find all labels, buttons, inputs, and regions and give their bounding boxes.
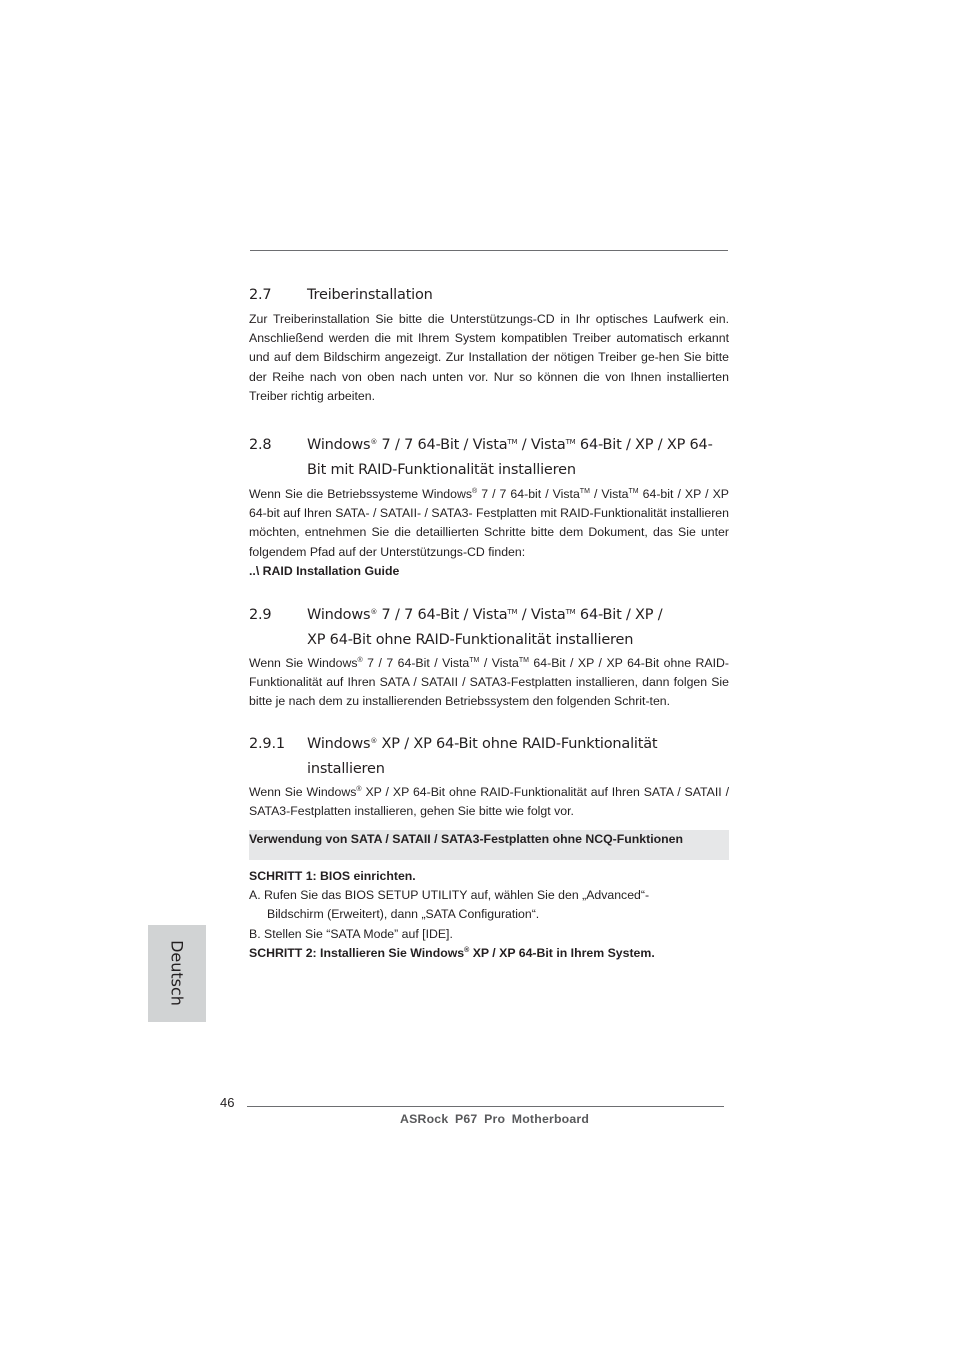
ncq-notice-box: Verwendung von SATA / SATAII / SATA3-Festplatten ohne NCQ-Funktionen [249,830,729,860]
step-1-heading: SCHRITT 1: BIOS einrichten. [249,869,416,884]
section-body-2-9: Wenn Sie Windows® 7 / 7 64-Bit / Vista™ / Vista™ 64-Bit / XP / XP 64-Bit ohne RAID-Funktionalität auf Ihren SATA / SATAII / SATA3-Festplatten installieren, dann folgen Sie bitte je nach dem zu installierenden Betriebssystem den folgenden Schrit-ten. [249,656,730,709]
section-title: Treiberinstallation [307,287,433,303]
section-body-2-8: Wenn Sie die Betriebssysteme Windows® 7 / 7 64-bit / Vista™ / Vista™ 64-bit / XP / XP 64-bit auf Ihren SATA- / SATAII- / SATA3- Festplatten mit RAID-Funktionalität installieren möchten, entnehmen Sie die detaillierten Schritte bitte dem Dokument, das Sie unter folgendem Pfad auf der Unterstützungs-CD finden: [249,487,729,559]
step-2-heading: SCHRITT 2: Installieren Sie Windows® XP / XP 64-Bit in Ihrem System. [249,945,655,960]
page-number: 46 [220,1095,235,1110]
page-content [249,280,729,963]
section-heading-2-9-1: 2.9.1 Windows® XP / XP 64-Bit ohne RAID-Funktionalität installieren [249,732,729,782]
section-body-2-7: Zur Treiberinstallation Sie bitte die Unterstützungs-CD in Ihr optisches Laufwerk ein. Anschließend werden die mit Ihrem System kompatiblen Treiber automatisch erkannt und auf dem Bildschirm angezeigt. Zur Installation der nötigen Treiber ge-hen Sie bitte der Reihe nach von oben nach unten vor. Nur so können die von Ihnen installierten Treiber richtig arbeiten. [249,312,729,403]
section-number: 2.7 [249,287,272,303]
section-heading-2-8: 2.8 Windows® 7 / 7 64-Bit / Vista™ / Vista™ 64-Bit / XP / XP 64- Bit mit RAID-Funktionalität installieren [249,433,729,483]
footer-product: ASRock P67 Pro Motherboard [400,1112,590,1126]
language-tab [148,925,206,1022]
section-number: 2.9.1 [249,735,285,752]
raid-guide-path: ..\ RAID Installation Guide [249,563,400,578]
bottom-rule [247,1106,724,1107]
step-a-line-2: Bildschirm (Erweitert), dann „SATA Configuration“. [267,907,540,922]
section-number: 2.9 [249,607,272,624]
step-a-line-1: A. Rufen Sie das BIOS SETUP UTILITY auf, wählen Sie den „Advanced“- [249,888,650,903]
top-rule [250,250,728,251]
section-body-2-9-1: Wenn Sie Windows® XP / XP 64-Bit ohne RAID-Funktionalität auf Ihren SATA / SATAII / SATA3-Festplatten installieren, gehen Sie bitte wie folgt vor. [249,784,729,818]
section-number: 2.8 [249,437,272,454]
section-heading-2-9: 2.9 Windows® 7 / 7 64-Bit / Vista™ / Vista™ 64-Bit / XP / XP 64-Bit ohne RAID-Funktionalität installieren [249,603,729,653]
section-heading-2-7 [249,283,729,308]
step-b: B. Stellen Sie “SATA Mode” auf [IDE]. [249,926,453,941]
language-tab-label: Deutsch [167,940,187,1006]
